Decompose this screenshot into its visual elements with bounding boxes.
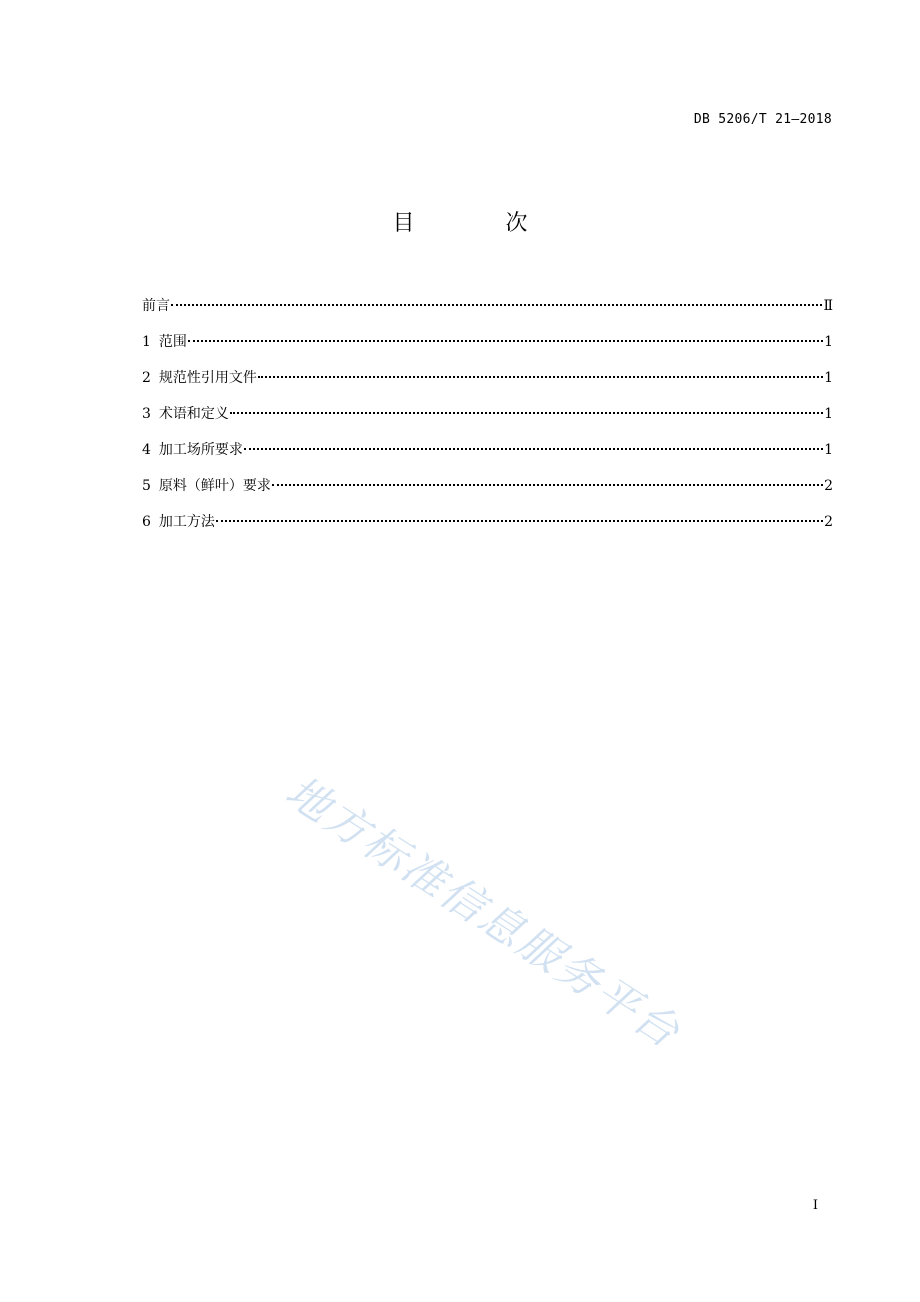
toc-title: 目 次 xyxy=(392,211,570,236)
toc-dot-leader xyxy=(216,520,823,522)
toc-dot-leader xyxy=(230,412,823,414)
toc-entry-text: 加工场所要求 xyxy=(158,442,243,458)
toc-entry-text: 术语和定义 xyxy=(158,406,229,422)
toc-entry-page: 1 xyxy=(824,334,833,350)
toc-entry-page: 1 xyxy=(824,406,833,422)
toc-entry-number: 5 xyxy=(142,478,151,494)
toc-entry-text: 加工方法 xyxy=(158,514,215,530)
toc-entry-page: 1 xyxy=(824,442,833,458)
toc-entry-text: 规范性引用文件 xyxy=(158,370,257,386)
toc-entry-processing-site[interactable] xyxy=(142,440,833,476)
toc-entry-page: Ⅱ xyxy=(823,298,833,314)
toc-entry-text: 范围 xyxy=(158,334,187,350)
toc-entry-page: 2 xyxy=(824,514,833,530)
toc-dot-leader xyxy=(171,304,822,306)
document-code: DB 5206/T 21—2018 xyxy=(693,112,832,127)
toc-entry-processing-method[interactable] xyxy=(142,512,833,548)
toc-entry-page: 1 xyxy=(824,370,833,386)
toc-entry-number: 4 xyxy=(142,442,151,458)
toc-entry-page: 2 xyxy=(824,478,833,494)
toc-dot-leader xyxy=(188,340,823,342)
page-number: I xyxy=(812,1198,818,1213)
toc-entry-number: 3 xyxy=(142,406,151,422)
toc-entry-normative-references[interactable] xyxy=(142,368,833,404)
toc-dot-leader xyxy=(244,448,823,450)
toc-entry-number: 2 xyxy=(142,370,151,386)
toc-entry-number: 1 xyxy=(142,334,151,350)
table-of-contents xyxy=(142,296,833,548)
toc-entry-text: 前言 xyxy=(142,298,170,314)
toc-entry-scope[interactable] xyxy=(142,332,833,368)
toc-entry-text: 原料（鲜叶）要求 xyxy=(158,478,271,494)
toc-entry-terms-definitions[interactable] xyxy=(142,404,833,440)
toc-entry-raw-material[interactable] xyxy=(142,476,833,512)
toc-entry-foreword[interactable] xyxy=(142,296,833,332)
watermark: 地方标准信息服务平台 xyxy=(276,766,690,1060)
toc-dot-leader xyxy=(272,484,823,486)
toc-dot-leader xyxy=(258,376,823,378)
toc-entry-number: 6 xyxy=(142,514,151,530)
